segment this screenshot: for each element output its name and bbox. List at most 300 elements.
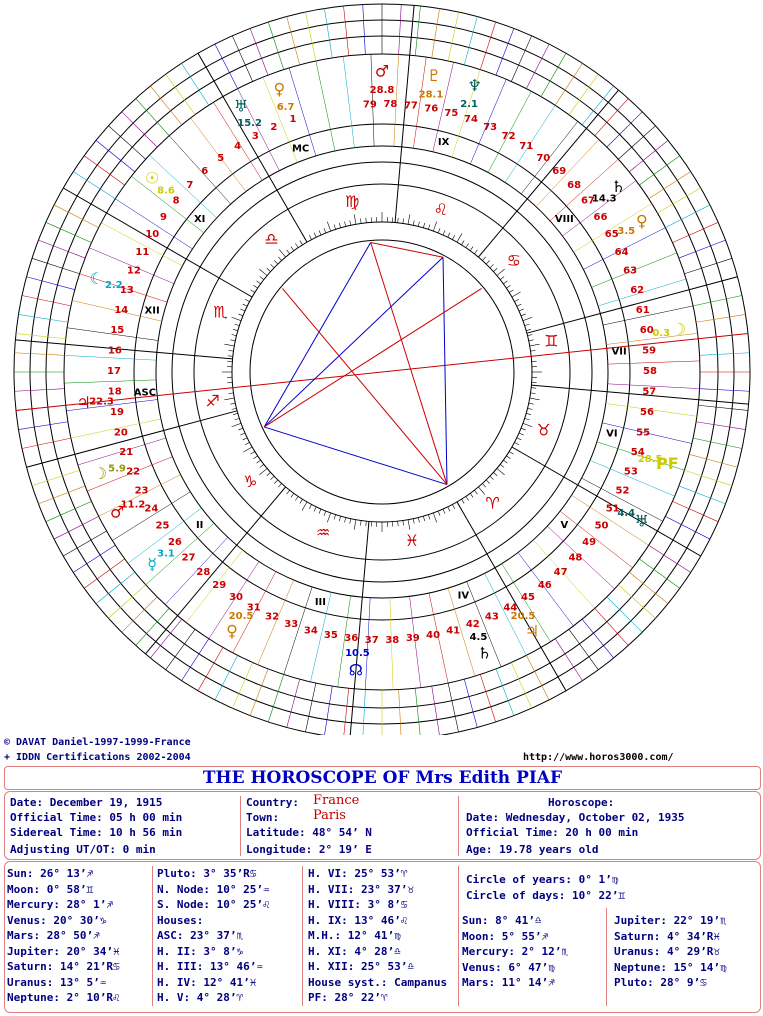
wheel-tick [287, 679, 300, 727]
wheel-tick [466, 496, 469, 500]
wheel-tick [531, 350, 536, 351]
position-line: H. IX: 13° 46’♌ [308, 913, 408, 927]
wheel-tick [413, 220, 414, 225]
house-cusp [145, 487, 285, 654]
divider [606, 908, 607, 1006]
birth-official-time: Official Time: 05 h 00 min [10, 811, 183, 824]
wheel-tick [486, 480, 489, 484]
year-number: 39 [405, 633, 420, 645]
year-number: 12 [126, 265, 141, 277]
wheel-tick [339, 516, 340, 521]
wheel-tick [500, 277, 504, 280]
house-cusp [27, 411, 238, 467]
wheel-tick [240, 309, 245, 311]
wheel-tick [448, 233, 450, 237]
wheel-tick [22, 438, 71, 448]
year-number: 37 [364, 634, 379, 646]
year-number: 4 [234, 141, 242, 153]
year-number: 57 [642, 386, 657, 398]
wheel-tick [243, 304, 247, 306]
wheel-tick [295, 496, 298, 500]
wheel-tick [260, 277, 264, 280]
year-number: 48 [568, 552, 583, 564]
wheel-tick [334, 225, 336, 230]
wheel-tick [232, 408, 237, 409]
year-number: 67 [580, 195, 595, 207]
wheel-tick [408, 214, 410, 224]
wheel-tick [46, 501, 92, 521]
year-number: 25 [155, 520, 170, 532]
aspect-line [371, 242, 447, 484]
zodiac-sign-icon: ♏ [213, 302, 228, 322]
position-line: Moon: 0° 58’♊ [7, 882, 94, 896]
wheel-tick [519, 309, 524, 311]
wheel-tick [291, 493, 294, 497]
year-number: 78 [383, 99, 398, 111]
wheel-tick [278, 257, 281, 261]
wheel-tick [457, 233, 462, 242]
year-number: 71 [519, 141, 534, 153]
year-number: 1 [289, 114, 297, 126]
wheel-tick [509, 451, 513, 454]
wheel-tick [259, 468, 267, 474]
zodiac-sign-icon: ♐ [205, 391, 220, 411]
position-line: H. II: 3° 8’♑ [157, 944, 244, 958]
wheel-tick [230, 340, 235, 341]
wheel-tick [250, 669, 268, 716]
website-link[interactable]: http://www.horos3000.com/ [523, 752, 674, 763]
wheel-tick [595, 608, 628, 645]
wheel-tick [267, 472, 271, 475]
house-label: IV [457, 590, 470, 602]
position-line: Saturn: 14° 21’R♋ [7, 960, 120, 973]
year-number: 50 [594, 520, 609, 532]
planet-icon: ♂ [109, 502, 125, 522]
wheel-tick [22, 295, 71, 305]
year-number: 60 [639, 325, 654, 337]
wheel-tick [54, 205, 99, 228]
wheel-tick [233, 329, 238, 330]
wheel-tick [259, 269, 267, 275]
wheel-tick [517, 304, 521, 306]
wheel-tick [260, 464, 264, 467]
zodiac-sign-icon: ♎ [264, 229, 279, 249]
divider [458, 796, 459, 856]
wheel-ray [115, 199, 192, 249]
position-line: H. VIII: 3° 8’♋ [308, 898, 408, 911]
house-cusp [478, 90, 618, 257]
house-label: XI [193, 214, 206, 226]
position-line: Uranus: 13° 5’♒ [7, 975, 107, 989]
year-number: 70 [536, 152, 551, 164]
wheel-tick [327, 513, 330, 522]
year-number: 30 [229, 591, 243, 603]
year-number: 68 [567, 180, 582, 192]
house-label: XII [144, 305, 160, 317]
wheel-tick [478, 487, 484, 495]
wheel-tick [511, 36, 531, 82]
wheel-tick [529, 340, 534, 341]
divider [458, 866, 459, 1006]
year-number: 79 [362, 99, 377, 111]
planet-icon: ♃ [524, 621, 540, 641]
year-number: 65 [604, 228, 619, 240]
wheel-tick [696, 314, 745, 322]
wheel-tick [689, 454, 737, 467]
position-line: Jupiter: 22° 19’♏ [614, 914, 727, 927]
year-number: 46 [537, 579, 552, 591]
aspect-line [264, 427, 447, 485]
horoscope-age: Age: 19.78 years old [466, 843, 599, 856]
planet-degree: 2.2 [104, 279, 123, 291]
house-label: IX [437, 137, 450, 149]
planet-icon: ☾ [89, 268, 104, 288]
wheel-tick [514, 299, 518, 301]
house-label: VIII [554, 214, 574, 226]
wheel-tick [38, 240, 85, 258]
position-line: Venus: 20° 30’♑ [7, 913, 107, 927]
year-number: 66 [593, 211, 608, 223]
wheel-tick [486, 261, 489, 265]
wheel-tick [418, 518, 419, 523]
horoscope-date: Date: Wednesday, October 02, 1935 [466, 811, 685, 824]
wheel-tick [215, 655, 238, 700]
wheel-tick [523, 317, 532, 320]
wheel-tick [253, 285, 257, 288]
wheel-tick [136, 99, 169, 136]
wheel-tick [287, 250, 290, 254]
year-number: 14 [114, 304, 129, 316]
wheel-tick [345, 222, 346, 227]
wheel-tick [274, 261, 277, 265]
wheel-tick [229, 350, 234, 351]
year-number: 73 [483, 121, 498, 133]
year-number: 3 [251, 130, 259, 142]
position-line: Mercury: 28° 1’♐ [7, 898, 113, 911]
planet-icon: ♇ [426, 66, 442, 86]
wheel-tick [271, 264, 275, 267]
planet-icon: ♆ [467, 76, 482, 96]
year-number: 20 [113, 427, 128, 439]
wheel-tick [232, 423, 241, 426]
wheel-tick [15, 353, 65, 356]
country-value: France [313, 793, 360, 808]
year-number: 13 [119, 285, 134, 297]
wheel-tick [521, 428, 526, 430]
wheel-tick [519, 433, 524, 435]
wheel-tick [245, 442, 249, 444]
house-cusp [15, 340, 232, 359]
wheel-tick [452, 504, 454, 508]
planet-icon: ♄ [477, 643, 492, 663]
position-line: Neptune: 2° 10’R♌ [7, 991, 120, 1004]
wheel-tick [354, 214, 356, 224]
wheel-tick [428, 515, 430, 520]
position-line: H. III: 13° 46’♒ [157, 960, 263, 973]
wheel-tick [339, 223, 340, 228]
position-line: House syst.: Campanus [308, 975, 448, 989]
year-number: 27 [181, 552, 196, 564]
year-number: 58 [643, 366, 657, 378]
wheel-tick [54, 516, 99, 539]
wheel-tick [482, 257, 485, 261]
year-number: 24 [144, 503, 159, 515]
position-line: Sun: 8° 41’♎ [462, 914, 542, 927]
wheel-tick [295, 243, 298, 247]
planet-icon: ☊ [348, 660, 363, 680]
wheel-ray [343, 56, 354, 147]
year-number: 77 [403, 100, 418, 112]
wheel-tick [398, 521, 399, 526]
planet-degree: 2.1 [460, 98, 479, 110]
year-number: 59 [642, 345, 657, 357]
wheel-tick [232, 335, 237, 336]
wheel-tick [506, 456, 510, 459]
position-line: H. XI: 4° 28’♎ [308, 944, 401, 958]
wheel-tick [291, 247, 294, 251]
planet-degree: 15.2 [237, 118, 262, 130]
wheel-tick [243, 438, 247, 440]
planet-degree: 3.5 [617, 226, 636, 237]
wheel-tick [461, 241, 464, 245]
planet-icon: ♃ [76, 392, 91, 412]
planet-degree: 11.2 [120, 499, 146, 511]
wheel-tick [470, 493, 473, 497]
wheel-tick [423, 223, 424, 228]
wheel-tick [531, 388, 536, 389]
wheel-tick [673, 222, 719, 242]
wheel-tick [493, 268, 497, 271]
wheel-tick [490, 476, 494, 479]
wheel-tick [526, 329, 531, 330]
wheel-ray [64, 380, 156, 383]
wheel-tick [399, 690, 402, 735]
year-number: 19 [110, 407, 124, 419]
wheel-tick [344, 6, 349, 56]
wheel-tick [503, 460, 507, 463]
planet-icon: ♅ [233, 96, 249, 116]
wheel-tick [526, 655, 549, 700]
planet-icon: ☽ [671, 319, 687, 339]
wheel-tick [496, 669, 514, 716]
wheel-tick [474, 490, 477, 494]
wheel-tick [684, 470, 732, 485]
wheel-tick [360, 219, 361, 224]
year-number: 55 [636, 427, 651, 439]
year-number: 5 [217, 152, 225, 164]
house-label: MC [291, 143, 310, 155]
planet-icon: ♄ [611, 176, 626, 196]
wheel-tick [136, 608, 169, 645]
wheel-tick [423, 516, 424, 521]
wheel-tick [443, 509, 445, 514]
planet-degree: 4.5 [469, 631, 488, 643]
wheel-tick [240, 433, 245, 435]
aspect-line [264, 288, 481, 427]
country-label: Country: [246, 796, 299, 809]
position-line: Venus: 6° 47’♍ [462, 960, 555, 974]
wheel-tick [493, 472, 497, 475]
wheel-tick [235, 418, 240, 420]
position-line: Mars: 28° 50’♐ [7, 929, 100, 942]
wheel-tick [438, 228, 440, 233]
year-number: 17 [107, 366, 121, 378]
house-cusp [350, 521, 369, 735]
wheel-tick [693, 295, 742, 305]
wheel-tick [32, 258, 80, 273]
wheel-tick [665, 516, 710, 539]
position-line: H. XII: 25° 53’♎ [308, 960, 414, 973]
divider [302, 866, 303, 1006]
wheel-tick [166, 629, 195, 669]
aspect-line [264, 242, 370, 426]
wheel-tick [232, 663, 252, 709]
planet-icon: ☿ [147, 554, 158, 574]
year-number: 7 [186, 180, 194, 192]
year-number: 32 [265, 611, 280, 623]
wheel-tick [257, 460, 261, 463]
wheel-tick [480, 22, 495, 70]
wheel-tick [38, 486, 85, 504]
wheel-tick [464, 679, 477, 727]
wheel-tick [639, 156, 679, 185]
wheel-tick [27, 277, 75, 290]
position-line: Moon: 5° 55’♐ [462, 929, 549, 943]
wheel-tick [235, 324, 240, 326]
house-cusp [531, 385, 748, 404]
wheel-tick [350, 519, 351, 524]
house-label: III [314, 596, 326, 608]
wheel-tick [448, 12, 458, 61]
year-number: 51 [605, 503, 620, 515]
wheel-tick [530, 398, 540, 400]
house-label: VII [611, 346, 627, 358]
wheel-tick [523, 423, 532, 426]
planet-degree: 20.5 [510, 611, 536, 623]
wheel-tick [238, 428, 243, 430]
aspect-line [443, 257, 447, 484]
planet-degree: 14.3 [591, 193, 617, 205]
planet-degree: 5.9 [108, 463, 126, 475]
planet-degree: 3.1 [157, 548, 175, 560]
latitude: Latitude: 48° 54’ N [246, 826, 372, 839]
year-number: 33 [284, 619, 299, 631]
wheel-tick [503, 281, 507, 284]
wheel-tick [528, 408, 533, 409]
wheel-tick [224, 398, 234, 400]
wheel-tick [673, 501, 719, 521]
planet-degree: 0.3 [652, 327, 671, 339]
wheel-tick [511, 663, 531, 709]
year-number: 49 [582, 537, 597, 549]
position-line: Circle of years: 0° 1’♍ [466, 873, 619, 886]
year-number: 28 [196, 566, 211, 578]
zodiac-sign-icon: ♈ [485, 493, 500, 513]
year-number: 75 [444, 108, 459, 120]
wheel-tick [531, 393, 536, 394]
planet-icon: ☽ [92, 464, 108, 484]
year-number: 15 [110, 325, 125, 337]
wheel-tick [19, 314, 68, 322]
wheel-tick [267, 268, 271, 271]
planet-degree: 20.5 [228, 611, 254, 623]
wheel-tick [238, 314, 243, 316]
wheel-tick [274, 480, 277, 484]
wheel-tick [32, 470, 80, 485]
position-line: Houses: [157, 913, 204, 927]
year-number: 35 [323, 630, 338, 642]
wheel-tick [698, 405, 748, 410]
birth-adjusting: Adjusting UT/OT: 0 min [10, 843, 156, 856]
planet-icon: ♀ [226, 621, 238, 641]
wheel-tick [278, 483, 281, 487]
wheel-tick [327, 222, 330, 231]
zodiac-sign-icon: ♒ [316, 523, 331, 543]
year-number: 29 [212, 579, 227, 591]
wheel-tick [251, 451, 255, 454]
wheel-tick [526, 413, 531, 414]
wheel-tick [324, 686, 332, 735]
wheel-ray [101, 223, 182, 266]
wheel-tick [438, 511, 440, 516]
house-cusp [395, 5, 414, 222]
wheel-tick [618, 126, 655, 159]
copyright-line-2: + IDDN Certifications 2002-2004 [4, 752, 191, 763]
house-label: II [195, 519, 204, 531]
planet-icon: ♂ [374, 61, 390, 81]
wheel-tick [302, 502, 307, 511]
position-line: H. VII: 23° 37’♉ [308, 882, 414, 896]
wheel-tick [514, 442, 518, 444]
year-number: 22 [126, 466, 141, 478]
wheel-tick [569, 629, 598, 669]
divider [152, 866, 153, 1006]
wheel-tick [506, 285, 510, 288]
wheel-tick [363, 690, 366, 735]
year-number: 9 [160, 211, 168, 223]
wheel-tick [529, 403, 534, 404]
position-line: Mercury: 2° 12’♏ [462, 945, 568, 958]
wheel-tick [334, 515, 336, 520]
wheel-tick [482, 483, 485, 487]
house-label: ASC [133, 387, 157, 399]
wheel-tick [345, 518, 346, 523]
wheel-tick [525, 418, 530, 420]
year-number: 2 [270, 121, 278, 133]
position-line: Pluto: 28° 9’♋ [614, 976, 707, 989]
wheel-tick [408, 520, 410, 530]
wheel-tick [245, 299, 249, 301]
house-label: V [560, 519, 569, 531]
wheel-tick [415, 6, 420, 56]
year-number: 56 [640, 407, 654, 419]
wheel-tick [496, 28, 514, 75]
position-line: N. Node: 10° 25’♒ [157, 882, 270, 896]
planet-icon: ♀ [273, 79, 286, 99]
wheel-tick [418, 222, 419, 227]
birth-date: Date: December 19, 1915 [10, 796, 163, 809]
wheel-tick [360, 521, 361, 526]
wheel-tick [428, 225, 430, 230]
wheel-tick [497, 269, 505, 275]
wheel-tick [433, 513, 436, 522]
zodiac-sign-icon: ♍ [344, 192, 360, 212]
position-line: Neptune: 15° 14’♍ [614, 960, 727, 974]
year-number: 76 [424, 103, 439, 115]
wheel-tick [466, 243, 469, 247]
wheel-tick [366, 521, 367, 526]
wheel-tick [109, 585, 146, 618]
